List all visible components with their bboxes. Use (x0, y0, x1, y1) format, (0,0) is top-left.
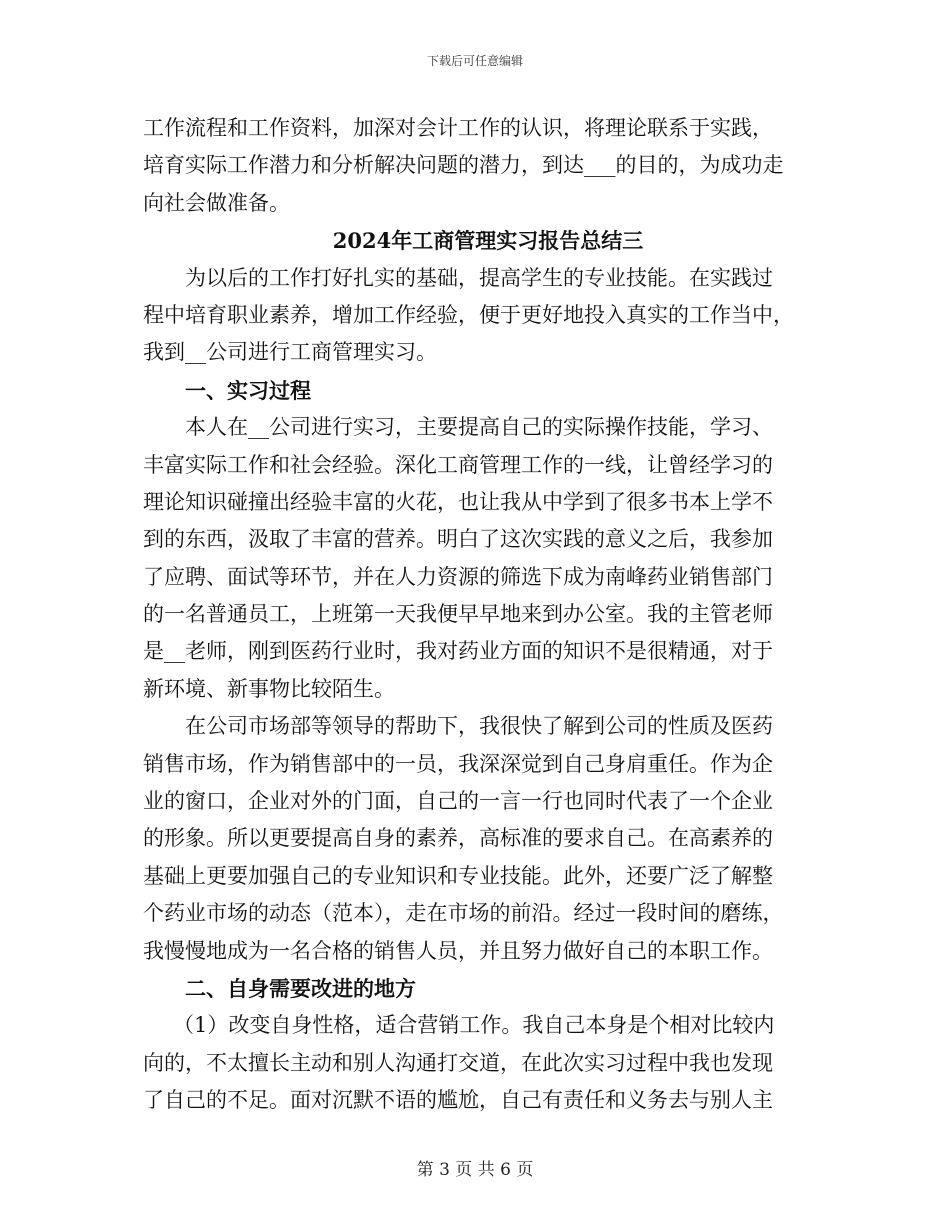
paragraph-line: 向的，不太擅长主动和别人沟通打交道，在此次实习过程中我也发现 (143, 1050, 773, 1075)
paragraph-line: 培育实际工作潜力和分析解决问题的潜力，到达___的目的，为成功走 (143, 153, 784, 178)
paragraph-line: 销售市场，作为销售部中的一员，我深深觉到自己身肩重任。作为企 (143, 751, 773, 776)
paragraph-line: 新环境、新事物比较陌生。 (143, 676, 395, 701)
document-body (143, 110, 823, 1120)
paragraph-line: 本人在__公司进行实习，主要提高自己的实际操作技能，学习、 (185, 415, 773, 440)
section-heading: 二、自身需要改进的地方 (185, 975, 416, 1001)
paragraph-line: 个药业市场的动态（范本），走在市场的前沿。经过一段时间的磨练， (143, 901, 784, 926)
paragraph-line: 理论知识碰撞出经验丰富的火花，也让我从中学到了很多书本上学不 (143, 489, 773, 514)
page-header: 下载后可任意编辑 (426, 54, 523, 68)
paragraph-line: 到的东西，汲取了丰富的营养。明白了这次实践的意义之后，我参加 (143, 527, 773, 552)
document-title: 2024年工商管理实习报告总结三 (332, 228, 644, 254)
paragraph-line: 我到__公司进行工商管理实习。 (143, 340, 437, 365)
page-footer: 第 3 页 共 6 页 (416, 1160, 534, 1180)
paragraph-line: 在公司市场部等领导的帮助下，我很快了解到公司的性质及医药 (185, 714, 773, 739)
paragraph-line: 基础上更要加强自己的专业知识和专业技能。此外，还要广泛了解整 (143, 863, 773, 888)
paragraph-line: （1）改变自身性格，适合营销工作。我自己本身是个相对比较内 (173, 1013, 775, 1038)
paragraph-line: 向社会做准备。 (143, 190, 290, 215)
paragraph-line: 业的窗口，企业对外的门面，自己的一言一行也同时代表了一个企业 (143, 789, 773, 814)
section-heading: 一、实习过程 (185, 377, 311, 403)
paragraph-line: 的一名普通员工，上班第一天我便早早地来到办公室。我的主管老师 (143, 602, 773, 627)
paragraph-line: 的形象。所以更要提高自身的素养，高标准的要求自己。在高素养的 (143, 826, 773, 851)
paragraph-line: 工作流程和工作资料，加深对会计工作的认识，将理论联系于实践， (143, 116, 773, 140)
paragraph-line: 了应聘、面试等环节，并在人力资源的筛选下成为南峰药业销售部门 (143, 564, 773, 589)
paragraph-line: 为以后的工作打好扎实的基础，提高学生的专业技能。在实践过 (185, 265, 773, 290)
paragraph-line: 了自己的不足。面对沉默不语的尴尬，自己有责任和义务去与别人主 (143, 1088, 773, 1113)
paragraph-line: 我慢慢地成为一名合格的销售人员，并且努力做好自己的本职工作。 (143, 938, 773, 963)
paragraph-line: 丰富实际工作和社会经验。深化工商管理工作的一线，让曾经学习的 (143, 452, 773, 477)
paragraph-line: 是__老师，刚到医药行业时，我对药业方面的知识不是很精通，对于 (143, 639, 773, 664)
paragraph-line: 程中培育职业素养，增加工作经验，便于更好地投入真实的工作当中， (143, 302, 794, 327)
